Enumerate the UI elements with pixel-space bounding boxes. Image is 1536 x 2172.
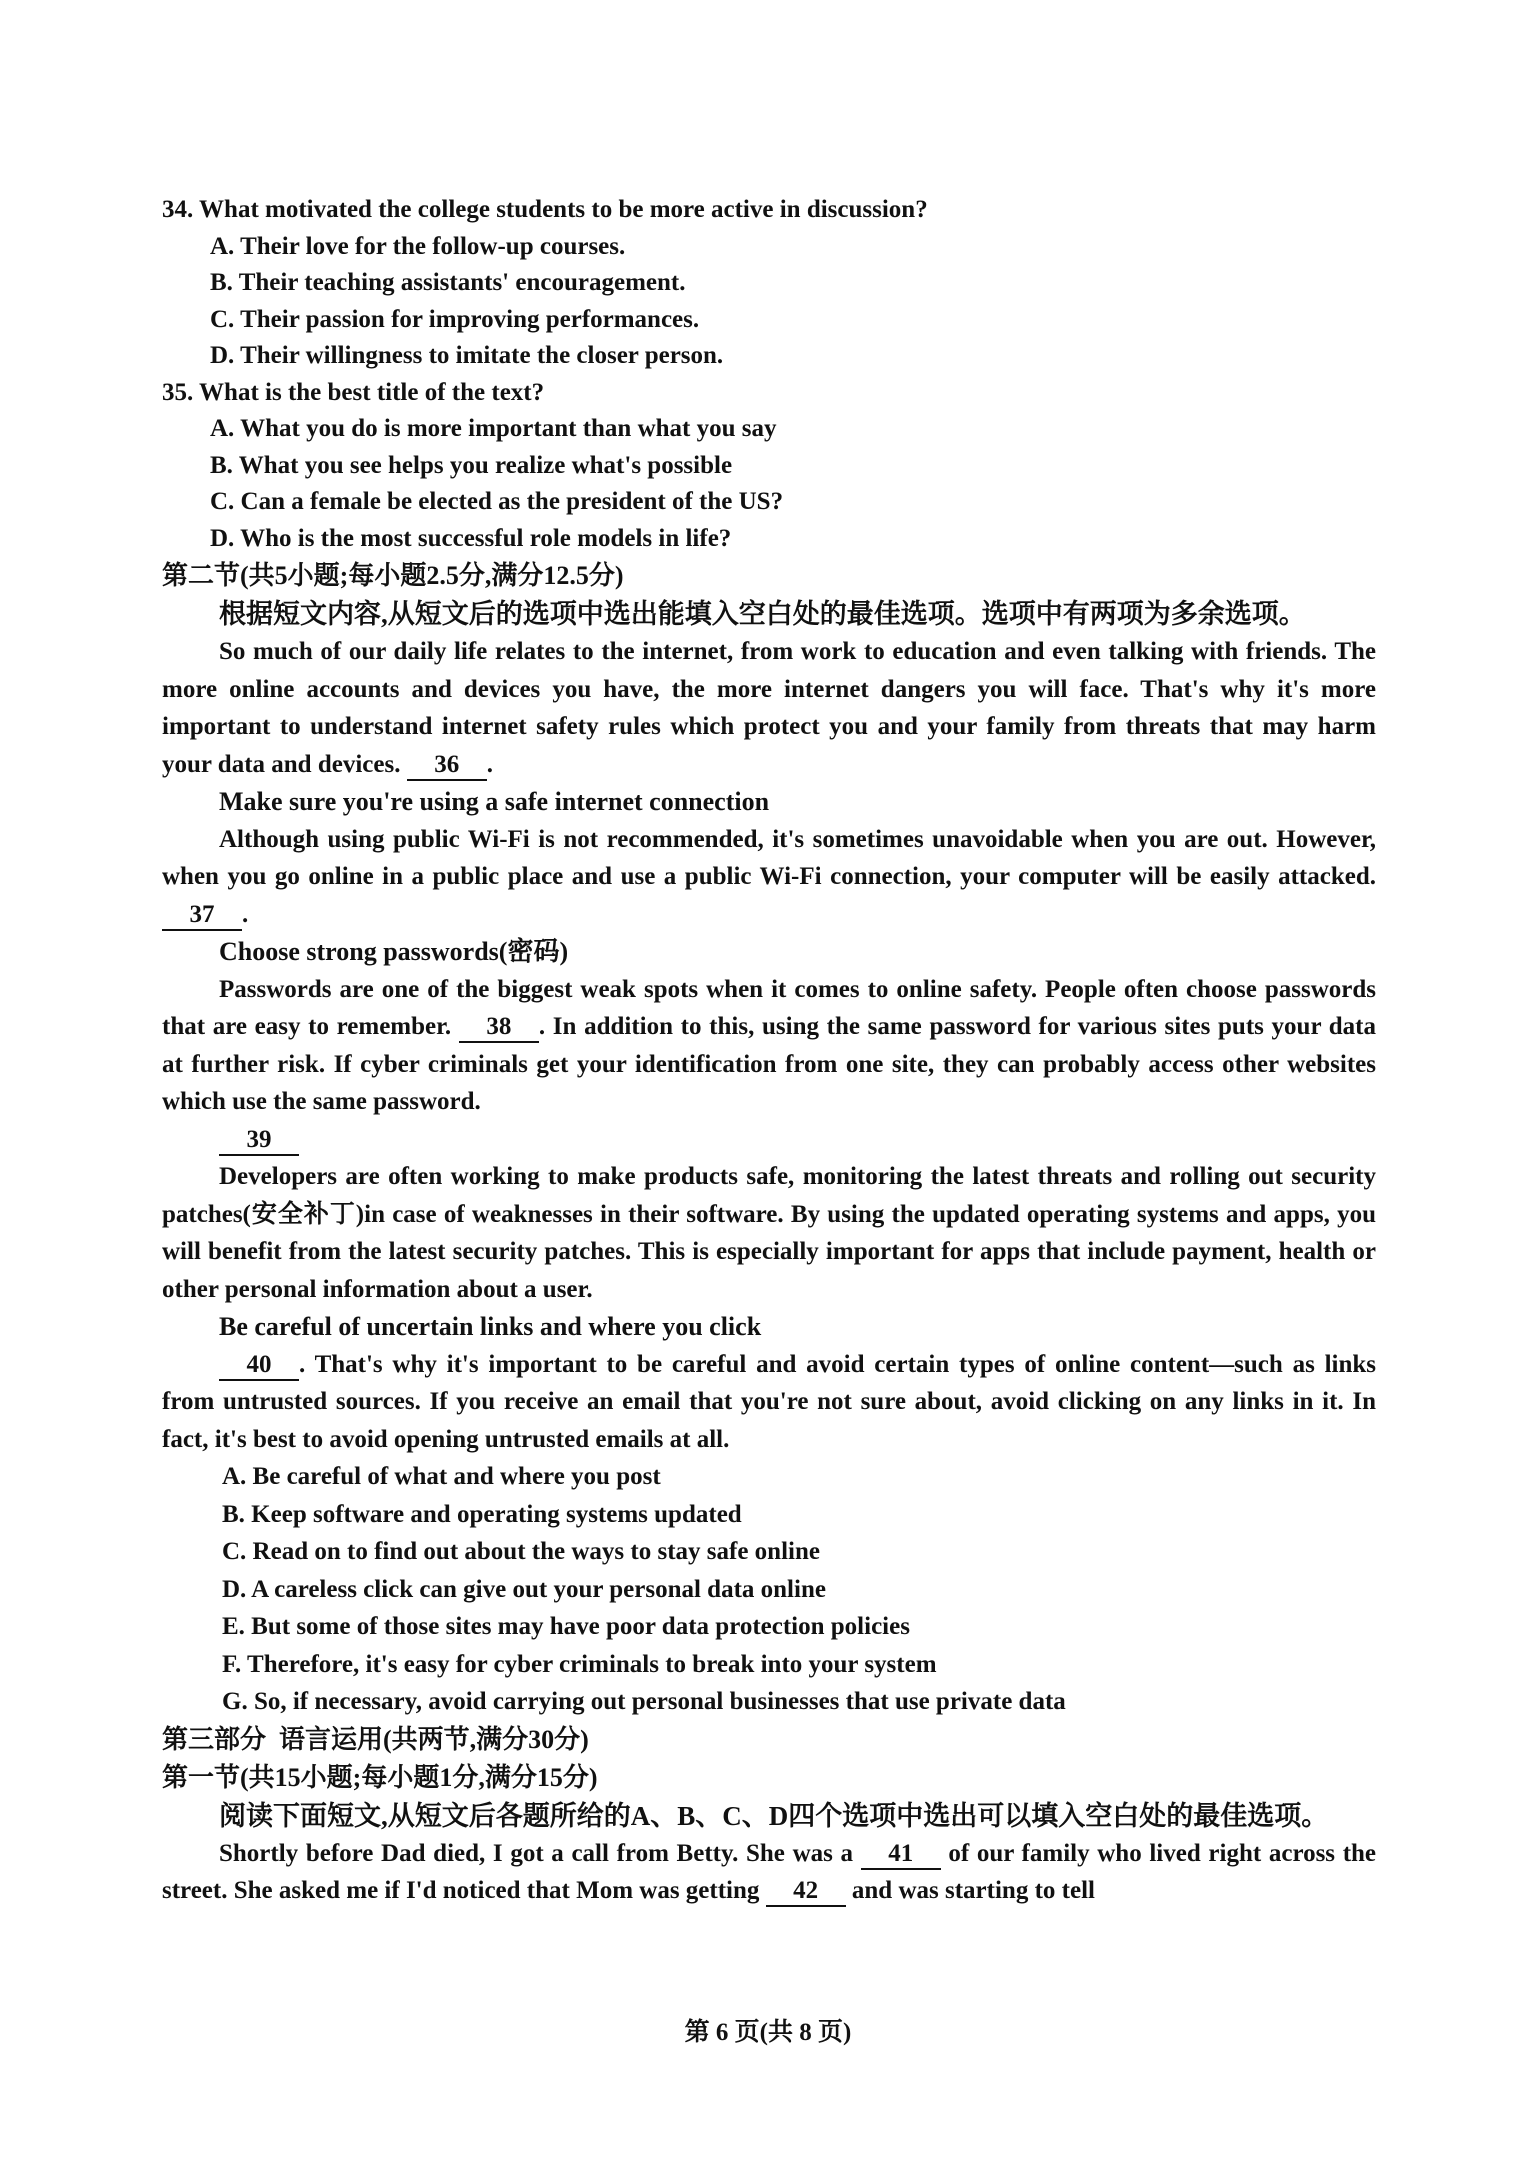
paragraph-text: So much of our daily life relates to the internet, from work to education and even talking with friends. The more online accounts and devices you have, the more internet dangers you will face. That's why it's more important to understand internet safety rules which protect you and your family from threats that may harm your data and devices. (162, 638, 1376, 778)
page-footer: 第 6 页(共 8 页) (684, 2019, 852, 2046)
cloze-paragraph-1 (162, 1835, 1376, 1910)
option: C. Can a female be elected as the president of the US? (210, 488, 784, 515)
blank-42: 42 (766, 1877, 846, 1907)
passage-heading-1: Make sure you're using a safe internet connection (219, 787, 770, 816)
passage-heading-3: Be careful of uncertain links and where you click (219, 1312, 762, 1341)
blank-41: 41 (861, 1840, 941, 1870)
blank-39: 39 (219, 1126, 299, 1156)
option: A. What you do is more important than what you say (210, 415, 777, 442)
section-2-instruction: 根据短文内容,从短文后的选项中选出能填入空白处的最佳选项。选项中有两项为多余选项。 (219, 599, 1306, 629)
question-35 (162, 375, 1376, 558)
blank-37: 37 (162, 901, 242, 931)
blank-40: 40 (219, 1351, 299, 1381)
part-3-section-1-title: 第一节(共15小题;每小题1分,满分15分) (162, 1762, 598, 1792)
answer-choices (162, 1458, 1376, 1721)
option: A. Their love for the follow-up courses. (210, 232, 626, 260)
blank-36: 36 (407, 751, 487, 781)
paragraph-text: Passwords are one of the biggest weak spots when it comes to online safety. People often choose passwords that are easy to remember. (162, 975, 1376, 1040)
part-3-title: 第三部分 语言运用(共两节,满分30分) (162, 1724, 589, 1754)
answer-choice: E. But some of those sites may have poor data protection policies (222, 1613, 910, 1640)
passage-paragraph-1: So much of our daily life relates to the internet, from work to education and even talking with friends. The more online accounts and devices you have, the more internet dangers you will face. That's why it's more important to understand internet safety rules which protect you and your family from threats that may harm your data and devices. 36 . (162, 633, 1376, 783)
paragraph-text: . In addition to this, using the same password for various sites puts your data at further risk. If cyber criminals get your identification from one site, they can probably access other websites which use the same password. (162, 1013, 1376, 1115)
paragraph-text: of our family who lived right across the street. She asked me if I'd noticed that Mom was getting (162, 1839, 1377, 1904)
question-stem: 35. What is the best title of the text? (162, 378, 545, 406)
option: C. Their passion for improving performances. (210, 305, 700, 333)
paragraph-text: . That's why it's important to be careful and avoid certain types of online content—such as links from untrusted sources. If you receive an email that you're not sure about, avoid clicking on any links in it. In fact, it's best to avoid opening untrusted emails at all. (162, 1350, 1376, 1453)
answer-choice: D. A careless click can give out your personal data online (222, 1575, 826, 1603)
option: B. Their teaching assistants' encouragement. (210, 269, 686, 296)
paragraph-text: Although using public Wi-Fi is not recommended, it's sometimes unavoidable when you are out. However, when you go online in a public place and use a public Wi-Fi connection, your computer will be easily attacked. (162, 825, 1376, 890)
option: B. What you see helps you realize what's possible (210, 451, 733, 479)
passage-paragraph-4: Developers are often working to make products safe, monitoring the latest threats and rolling out security patches(安全补丁)in case of weaknesses in their software. By using the updated operating systems and apps, you will benefit from the latest security patches. This is especially important for apps that include payment, health or other personal information about a user. (162, 1163, 1376, 1303)
option: D. Their willingness to imitate the closer person. (210, 342, 724, 369)
answer-choice: A. Be careful of what and where you post (222, 1463, 661, 1490)
blank-39-line (162, 1121, 1376, 1159)
answer-choice: B. Keep software and operating systems updated (222, 1500, 742, 1528)
passage-paragraph-2: Although using public Wi-Fi is not recommended, it's sometimes unavoidable when you are out. However, when you go online in a public place and use a public Wi-Fi connection, your computer will be easily attacked. 37 . (162, 821, 1376, 934)
answer-choice: G. So, if necessary, avoid carrying out personal businesses that use private data (222, 1688, 1066, 1715)
part-3-instruction: 阅读下面短文,从短文后各题所给的A、B、C、D四个选项中选出可以填入空白处的最佳选项。 (219, 1800, 1329, 1831)
passage-paragraph-5 (162, 1346, 1376, 1459)
section-2-title: 第二节(共5小题;每小题2.5分,满分12.5分) (162, 561, 624, 590)
passage-heading-2: Choose strong passwords(密码) (219, 937, 569, 966)
option: D. Who is the most successful role models in life? (210, 524, 732, 552)
blank-38: 38 (459, 1013, 539, 1043)
passage-paragraph-3 (162, 971, 1376, 1121)
answer-choice: F. Therefore, it's easy for cyber criminals to break into your system (222, 1650, 937, 1678)
question-34 (162, 192, 1376, 375)
paragraph-text: and was starting to tell (851, 1877, 1095, 1904)
question-stem: 34. What motivated the college students to be more active in discussion? (162, 196, 928, 223)
paragraph-text: Shortly before Dad died, I got a call from Betty. She was a (219, 1839, 854, 1867)
answer-choice: C. Read on to find out about the ways to stay safe online (222, 1538, 820, 1565)
